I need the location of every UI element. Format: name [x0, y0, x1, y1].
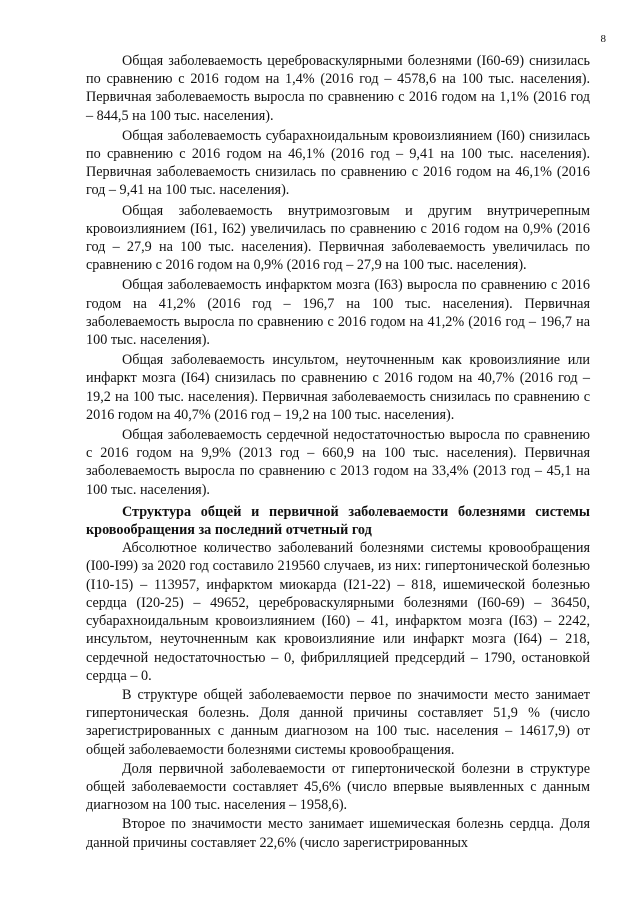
paragraph-brain-infarction: Общая заболеваемость инфарктом мозга (I63) выросла по сравнению с 2016 годом на 41,2% (2016 год – 196,7 на 100 тыс. населения). Первичная заболеваемость выросла по сравнению с 2016 годом на 41,2% (2016 год – 196,7 на 100 тыс. населения). [86, 277, 590, 349]
paragraph-heart-failure: Общая заболеваемость сердечной недостаточностью выросла по сравнению с 2016 годом на 9,9% (2013 год – 660,9 на 100 тыс. населения). Первичная заболеваемость выросла по сравнению с 2013 годом на 33,4% (2013 год – 45,1 на 100 тыс. населения). [86, 427, 590, 498]
paragraph-cerebrovascular: Общая заболеваемость цереброваскулярными болезнями (I60-69) снизилась по сравнению с 2016 годом на 1,4% (2016 год – 4578,6 на 100 тыс. населения). Первичная заболеваемость выросла по сравнению с 2016 годом на 1,1% (2016 год – 844,5 на 100 тыс. населения). [86, 53, 590, 124]
paragraph-subarachnoid: Общая заболеваемость субарахноидальным кровоизлиянием (I60) снизилась по сравнению с 2016 годом на 46,1% (2016 год – 9,41 на 100 тыс. населения). Первичная заболеваемость снизилась по сравнению с 2016 годом на 46,1% (2016 год – 9,41 на 100 тыс. населения). [86, 127, 590, 199]
paragraph-primary-share: Доля первичной заболеваемости от гипертонической болезни в структуре общей заболеваемости составляет 45,6% (число впервые выявленных с данным диагнозом на 100 тыс. населения – 1958,6). [86, 760, 590, 814]
page-number: 8 [600, 33, 606, 45]
paragraph-stroke-unspecified: Общая заболеваемость инсультом, неуточненным как кровоизлияние или инфаркт мозга (I64) снизилась по сравнению с 2016 годом на 40,7% (2016 год – 19,2 на 100 тыс. населения). Первичная заболеваемость снизилась по сравнению с 2016 годом на 40,7% (2016 год – 19,2 на 100 тыс. населения). [86, 352, 590, 423]
paragraph-absolute-count: Абсолютное количество заболеваний болезнями системы кровообращения (I00-I99) за 2020 год составило 219560 случаев, из них: гипертонической болезнью (I10-15) – 113957, инфарктом миокарда (I21-22) – 818, ишемической болезнью сердца (I20-25) – 49652, цереброваскулярными болезнями (I60-69) – 36450, субарахноидальным кровоизлиянием (I60) – 41, инфарктом мозга (I63) – 2242, инсультом, неуточненным как кровоизлияние или инфаркт мозга (I64) – 218, сердечной недостаточностью – 0, фибрилляцией предсердий – 1790, остановкой сердца – 0. [86, 540, 590, 684]
section-heading: Структура общей и первичной заболеваемости болезнями системы кровообращения за последний отчетный год [86, 503, 590, 539]
paragraph-second-place: Второе по значимости место занимает ишемическая болезнь сердца. Доля данной причины составляет 22,6% (число зарегистрированных [86, 816, 590, 851]
document-body [86, 52, 590, 853]
paragraph-first-place: В структуре общей заболеваемости первое по значимости место занимает гипертоническая болезнь. Доля данной причины составляет 51,9 % (число зарегистрированных с данным диагнозом на 100 тыс. населения – 14617,9) от общей заболеваемости болезнями системы кровообращения. [86, 686, 590, 758]
paragraph-intracerebral: Общая заболеваемость внутримозговым и другим внутричерепным кровоизлиянием (I61, I62) увеличилась по сравнению с 2016 годом на 0,9% (2016 год – 27,9 на 100 тыс. населения). Первичная заболеваемость увеличилась по сравнению с 2016 годом на 0,9% (2016 год – 27,9 на 100 тыс. населения). [86, 202, 590, 274]
